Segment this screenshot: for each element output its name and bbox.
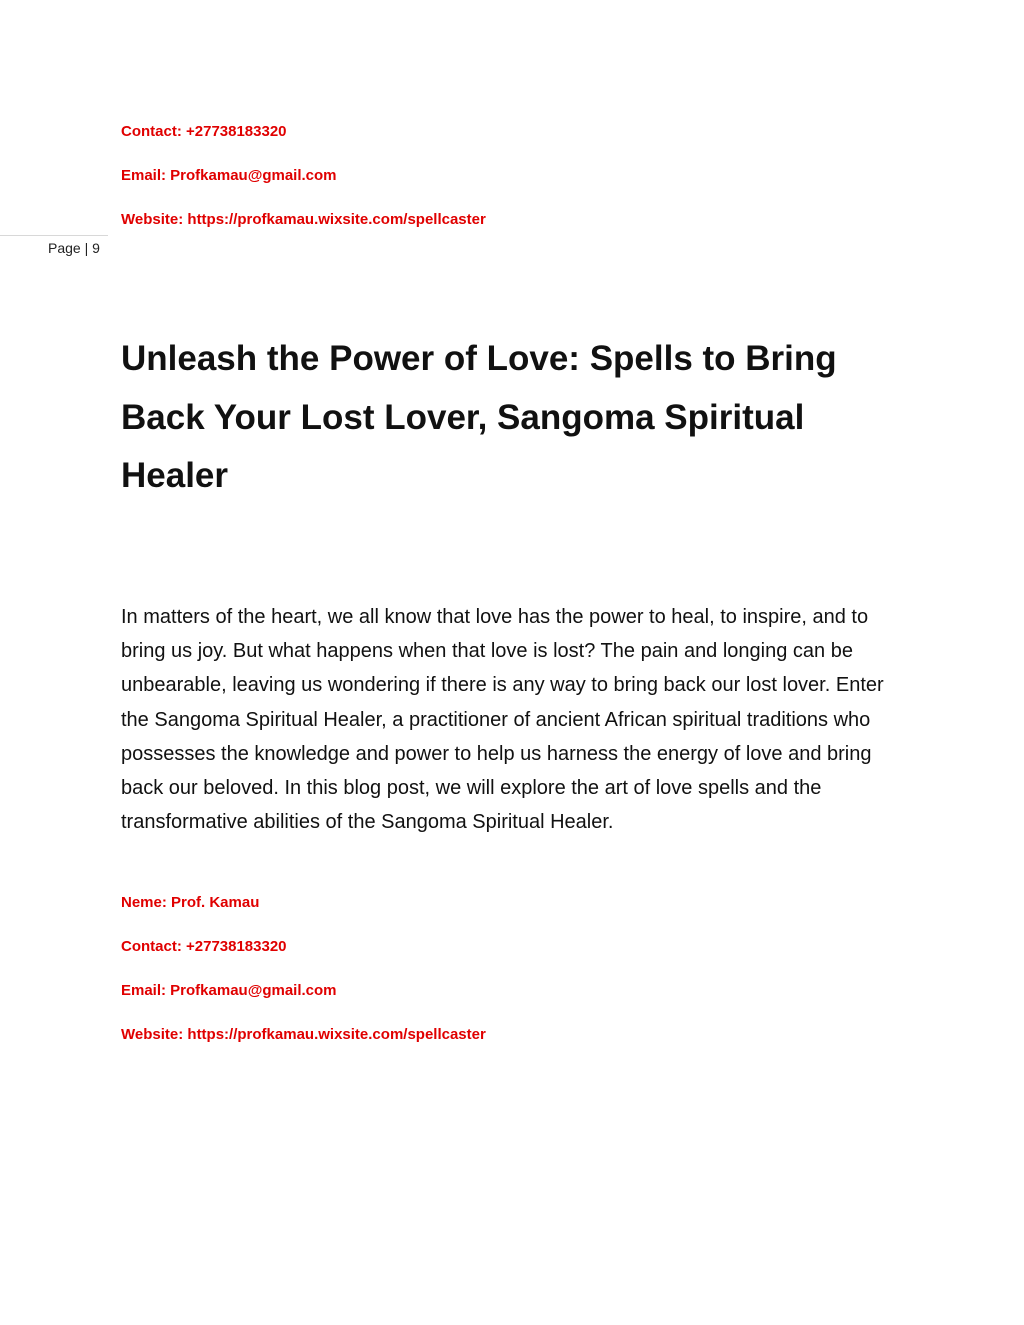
contact-website[interactable]: Website: https://profkamau.wixsite.com/spellcaster: [121, 211, 486, 228]
contact-website[interactable]: Website: https://profkamau.wixsite.com/spellcaster: [121, 1026, 486, 1043]
contact-email[interactable]: Email: Profkamau@gmail.com: [121, 982, 337, 999]
article-title: Unleash the Power of Love: Spells to Bring Back Your Lost Lover, Sangoma Spiritual Healer: [121, 339, 837, 495]
author-name: Neme: Prof. Kamau: [121, 894, 260, 911]
article-body: In matters of the heart, we all know that love has the power to heal, to inspire, and to bring us joy. But what happens when that love is lost? The pain and longing can be unbearable, leaving us wondering if there is any way to bring back our lost lover. Enter the Sangoma Spiritual Healer, a practitioner of ancient African spiritual traditions who possesses the knowledge and power to help us harness the energy of love and bring back our beloved. In this blog post, we will explore the art of love spells and the transformative abilities of the Sangoma Spiritual Healer.: [121, 606, 884, 834]
contact-phone: Contact: +27738183320: [121, 123, 287, 140]
page-number: Page | 9: [48, 240, 100, 256]
contact-phone: Contact: +27738183320: [121, 938, 287, 955]
contact-email[interactable]: Email: Profkamau@gmail.com: [121, 167, 337, 184]
page-divider: [0, 235, 108, 236]
